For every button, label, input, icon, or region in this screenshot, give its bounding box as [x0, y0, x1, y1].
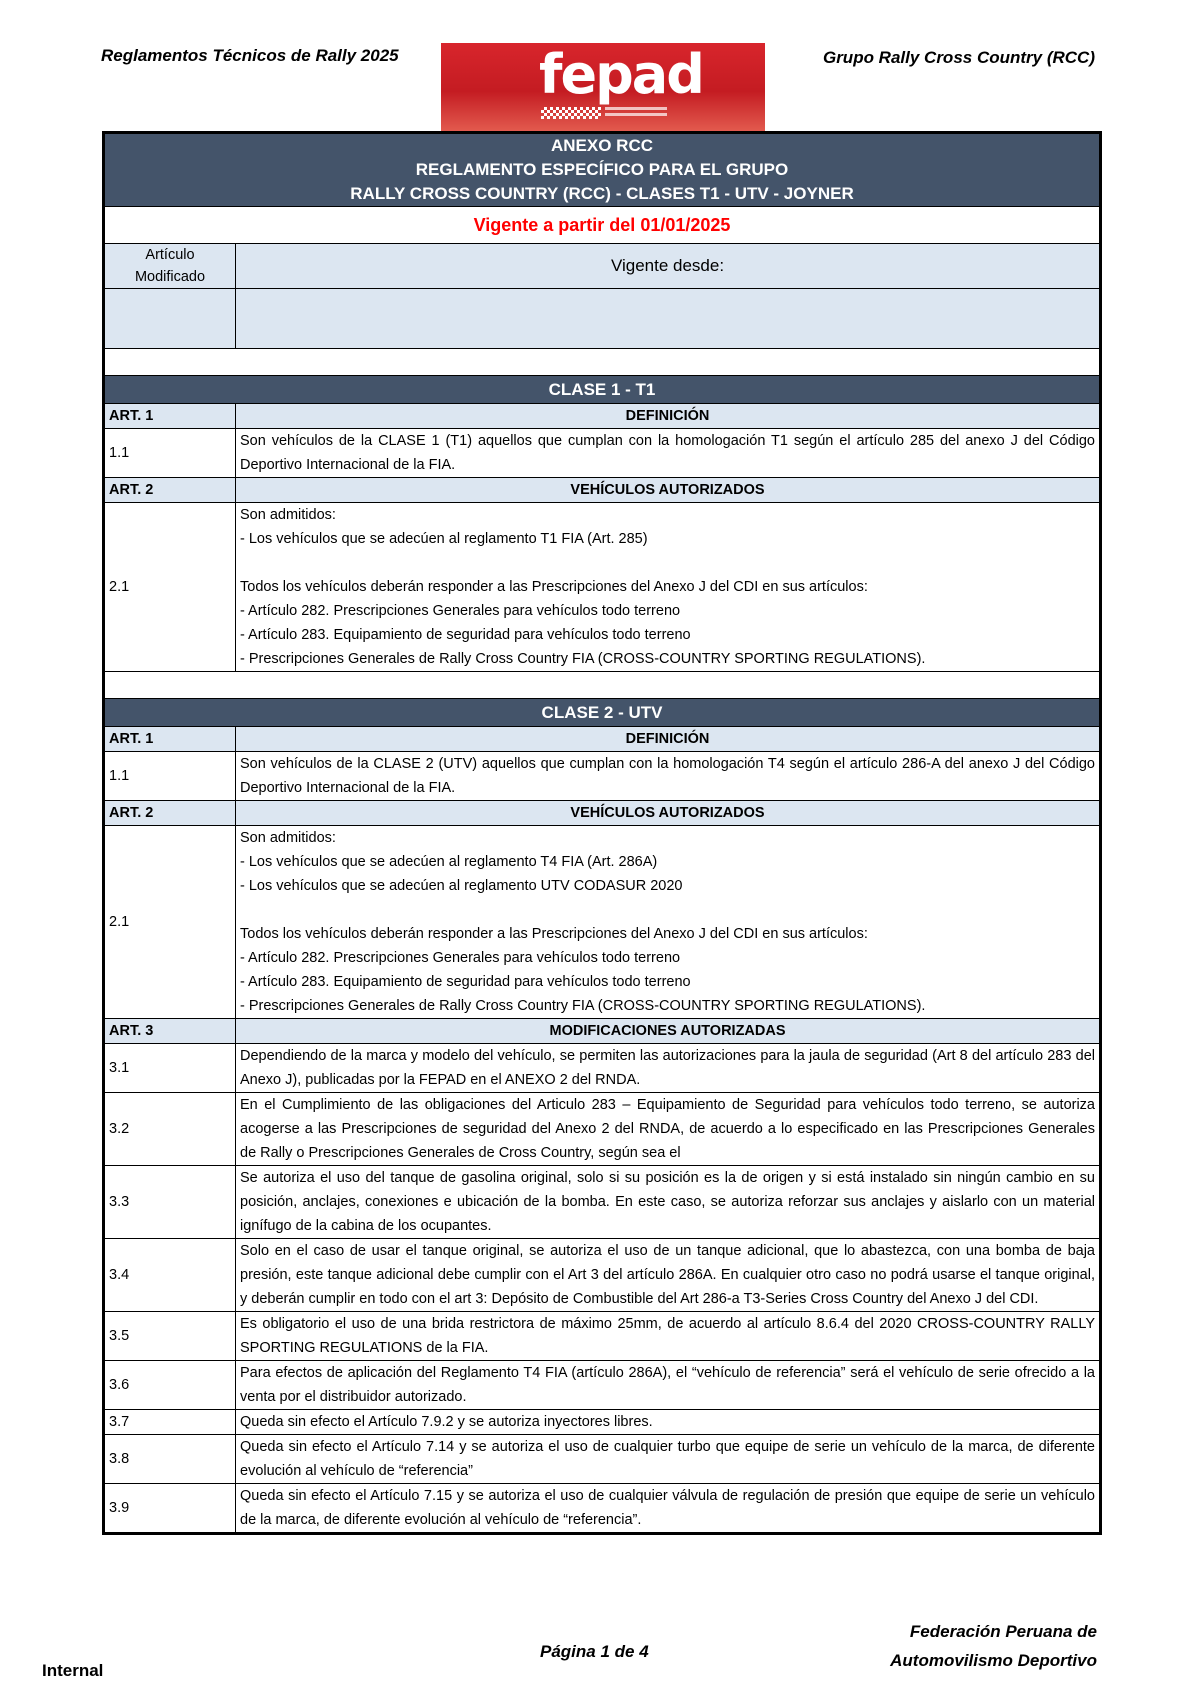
header-right-title: Grupo Rally Cross Country (RCC) — [822, 48, 1095, 67]
title-line-1: ANEXO RCC — [550, 136, 653, 155]
clause-number: 3.7 — [105, 1410, 236, 1435]
clause-text: Queda sin efecto el Artículo 7.9.2 y se autoriza inyectores libres. — [236, 1410, 1100, 1435]
art-label: ART. 1 — [105, 727, 236, 752]
clause-text: Solo en el caso de usar el tanque original, se autoriza el uso de un tanque adicional, que lo abastezca, con una bomba de baja presión, este tanque adicional debe cumplir con el Art 3 del artículo 286A. En cualquier otro caso no podrá usarse el tanque original, y deberán cumplir en todo con el art 3: Depósito de Combustible del Art 286-a T3-Series Cross Country del Anexo J del CDI. — [236, 1239, 1100, 1312]
page-number: Página 1 de 4 — [540, 1642, 649, 1661]
clause-number: 2.1 — [105, 503, 236, 672]
clause-number: 3.8 — [105, 1435, 236, 1484]
section-title: MODIFICACIONES AUTORIZADAS — [236, 1019, 1100, 1044]
clause-number: 3.4 — [105, 1239, 236, 1312]
vigente-notice: Vigente a partir del 01/01/2025 — [105, 207, 1100, 244]
vigente-desde-header: Vigente desde: — [236, 244, 1100, 289]
clause-text: Son admitidos: - Los vehículos que se adecúen al reglamento T4 FIA (Art. 286A) - Los vehículos que se adecúen al reglamento UTV CODASUR 2020 Todos los vehículos deberán responder a las Prescripciones del Anexo J del CDI en sus artículos: - Artículo 282. Prescripciones Generales para vehículos todo terreno - Artículo 283. Equipamiento de seguridad para vehículos todo terreno - Prescripciones Generales de Rally Cross Country FIA (CROSS-COUNTRY SPORTING REGULATIONS). — [236, 826, 1100, 1019]
federation-name — [890, 1617, 1097, 1675]
clause-number: 3.6 — [105, 1361, 236, 1410]
art-label: ART. 2 — [105, 478, 236, 503]
clause-text: Se autoriza el uso del tanque de gasolina original, solo si su posición es la de origen y si está instalado sin ningún cambio en su posición, anclajes, conexiones e ubicación de la bomba. En este caso, se autoriza reforzar sus anclajes y aislarlo con un material ignífugo de la cabina de los ocupantes. — [236, 1166, 1100, 1239]
federation-line-2: Automovilismo Deportivo — [890, 1651, 1097, 1670]
art-label: ART. 3 — [105, 1019, 236, 1044]
section-title: VEHÍCULOS AUTORIZADOS — [236, 801, 1100, 826]
clause-number: 1.1 — [105, 752, 236, 801]
clause-number: 3.3 — [105, 1166, 236, 1239]
articulo-modificado-header: Artículo Modificado — [105, 244, 236, 289]
title-line-3: RALLY CROSS COUNTRY (RCC) - CLASES T1 - UTV - JOYNER — [350, 184, 854, 203]
federation-line-1: Federación Peruana de — [909, 1622, 1097, 1641]
vigente-desde-cell — [236, 289, 1100, 349]
logo-tagline — [605, 107, 667, 110]
spacer-row — [105, 672, 1100, 699]
clause-text: Son vehículos de la CLASE 2 (UTV) aquellos que cumplan con la homologación T4 según el artículo 286-A del anexo J del Código Deportivo Internacional de la FIA. — [236, 752, 1100, 801]
title-line-2: REGLAMENTO ESPECÍFICO PARA EL GRUPO — [415, 160, 789, 179]
clause-text: Queda sin efecto el Artículo 7.14 y se autoriza el uso de cualquier turbo que equipe de serie un vehículo de la marca, de diferente evolución al vehículo de “referencia” — [236, 1435, 1100, 1484]
clause-text: Para efectos de aplicación del Reglamento T4 FIA (artículo 286A), el “vehículo de referencia” será el vehículo de serie ofrecido a la venta por el distribuidor autorizado. — [236, 1361, 1100, 1410]
section-title: VEHÍCULOS AUTORIZADOS — [236, 478, 1100, 503]
clause-number: 3.5 — [105, 1312, 236, 1361]
clause-text: Dependiendo de la marca y modelo del vehículo, se permiten las autorizaciones para la jaula de seguridad (Art 8 del artículo 283 del Anexo J), publicadas por la FEPAD en el ANEXO 2 del RNDA. — [236, 1044, 1100, 1093]
clause-text: Son admitidos: - Los vehículos que se adecúen al reglamento T1 FIA (Art. 285) Todos los vehículos deberán responder a las Prescripciones del Anexo J del CDI en sus artículos: - Artículo 282. Prescripciones Generales para vehículos todo terreno - Artículo 283. Equipamiento de seguridad para vehículos todo terreno - Prescripciones Generales de Rally Cross Country FIA (CROSS-COUNTRY SPORTING REGULATIONS). — [236, 503, 1100, 672]
section-title: DEFINICIÓN — [236, 727, 1100, 752]
articulo-modificado-cell — [105, 289, 236, 349]
spacer-row — [105, 349, 1100, 376]
clause-text: En el Cumplimiento de las obligaciones del Articulo 283 – Equipamiento de Seguridad para vehículos todo terreno, se autoriza acogerse a las Prescripciones de seguridad del Anexo 2 del RNDA, de acuerdo a lo especificado en las Prescripciones Generales de Rally o Prescripciones Generales de Cross Country, según sea el — [236, 1093, 1100, 1166]
clause-number: 3.2 — [105, 1093, 236, 1166]
clase1-title: CLASE 1 - T1 — [105, 376, 1100, 404]
art-label: ART. 2 — [105, 801, 236, 826]
clause-text: Son vehículos de la CLASE 1 (T1) aquellos que cumplan con la homologación T1 según el artículo 285 del anexo J del Código Deportivo Internacional de la FIA. — [236, 429, 1100, 478]
annex-title-banner — [105, 134, 1100, 207]
header-left-title: Reglamentos Técnicos de Rally 2025 — [101, 46, 399, 65]
clause-number: 3.1 — [105, 1044, 236, 1093]
checkered-flag-icon — [541, 107, 601, 119]
clause-text: Es obligatorio el uso de una brida restrictora de máximo 25mm, de acuerdo al artículo 8.6.4 del 2020 CROSS-COUNTRY RALLY SPORTING REGULATIONS de la FIA. — [236, 1312, 1100, 1361]
regulation-table — [102, 131, 1102, 1535]
clause-text: Queda sin efecto el Artículo 7.15 y se autoriza el uso de cualquier válvula de regulación de presión que equipe de serie un vehículo de la marca, de diferente evolución al vehículo de “referencia”. — [236, 1484, 1100, 1533]
logo-text: fepad — [539, 43, 703, 106]
clase2-title: CLASE 2 - UTV — [105, 699, 1100, 727]
art-label: ART. 1 — [105, 404, 236, 429]
clause-number: 1.1 — [105, 429, 236, 478]
fepad-logo — [441, 43, 765, 131]
clause-number: 3.9 — [105, 1484, 236, 1533]
internal-label: Internal — [42, 1661, 104, 1680]
section-title: DEFINICIÓN — [236, 404, 1100, 429]
clause-number: 2.1 — [105, 826, 236, 1019]
